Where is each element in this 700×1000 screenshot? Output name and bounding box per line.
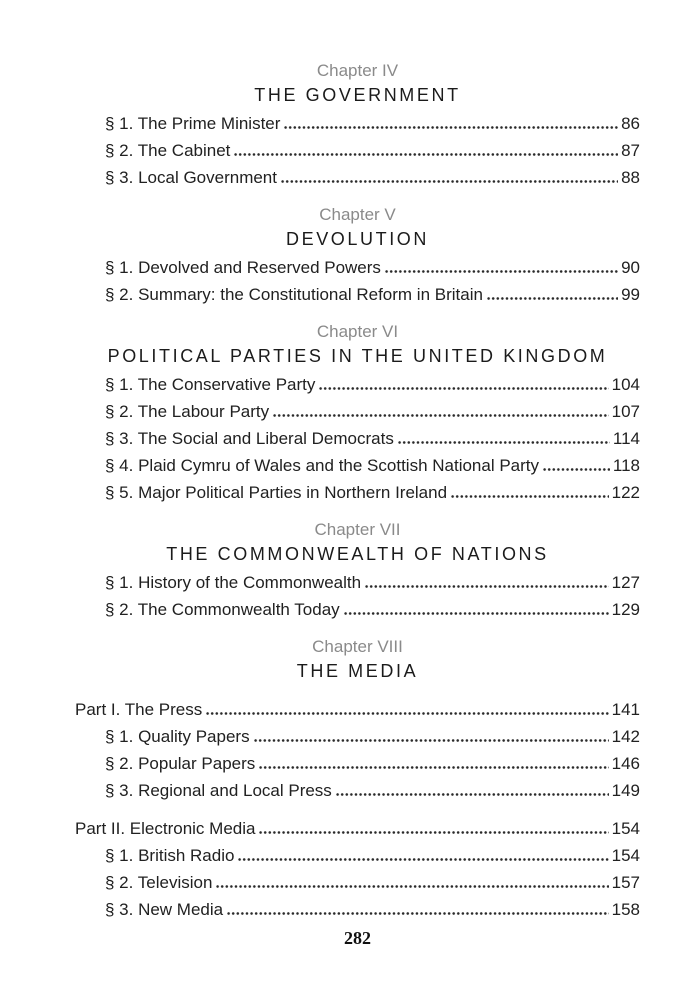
entry-label: Part II. Electronic Media xyxy=(75,819,256,838)
toc-entry xyxy=(75,110,640,137)
toc-entry xyxy=(75,281,640,308)
page-number: 118 xyxy=(612,456,640,475)
toc-entry xyxy=(75,723,640,750)
entry-label: § 1. Devolved and Reserved Powers xyxy=(105,258,381,277)
dot-leader xyxy=(259,766,608,769)
page-number: 122 xyxy=(611,483,640,502)
toc-entry xyxy=(75,596,640,623)
toc-entry xyxy=(75,137,640,164)
chapter-title: POLITICAL PARTIES IN THE UNITED KINGDOM xyxy=(107,346,608,366)
entry-label: § 2. Popular Papers xyxy=(105,754,256,773)
page-number: 107 xyxy=(611,402,640,421)
page-number: 142 xyxy=(611,727,640,746)
page-number: 129 xyxy=(611,600,640,619)
page-number: 86 xyxy=(621,114,640,133)
page-number: 154 xyxy=(611,819,640,838)
chapter-label: Chapter VII xyxy=(314,520,401,539)
toc-entry xyxy=(75,569,640,596)
entry-list xyxy=(75,110,640,191)
dot-leader xyxy=(259,831,608,834)
chapter-title: THE GOVERNMENT xyxy=(254,85,461,105)
page-number: 149 xyxy=(611,781,640,800)
entry-label: § 3. Local Government xyxy=(105,168,277,187)
page-number: 114 xyxy=(612,429,640,448)
entry-label: § 2. The Labour Party xyxy=(105,402,270,421)
entry-list xyxy=(75,696,640,923)
page-number: 90 xyxy=(621,258,640,277)
page-number: 141 xyxy=(611,700,640,719)
dot-leader xyxy=(281,180,618,183)
toc-entry xyxy=(75,777,640,804)
toc-entry xyxy=(75,896,640,923)
entry-label: § 3. The Social and Liberal Democrats xyxy=(105,429,394,448)
toc-entry xyxy=(75,479,640,506)
entry-label: § 1. British Radio xyxy=(105,846,235,865)
entry-label: § 2. The Cabinet xyxy=(105,141,231,160)
chapter-title: THE MEDIA xyxy=(296,661,419,681)
toc-entry xyxy=(75,750,640,777)
entry-label: § 1. History of the Commonwealth xyxy=(105,573,362,592)
page-number: 87 xyxy=(621,141,640,160)
dot-leader xyxy=(385,270,618,273)
toc-entry xyxy=(75,869,640,896)
chapter-title: DEVOLUTION xyxy=(285,229,430,249)
entry-list xyxy=(75,371,640,506)
entry-label: § 2. Television xyxy=(105,873,213,892)
dot-leader xyxy=(234,153,618,156)
dot-leader xyxy=(284,126,618,129)
dot-leader xyxy=(319,387,608,390)
dot-leader xyxy=(238,858,608,861)
dot-leader xyxy=(216,885,608,888)
entry-label: § 1. The Prime Minister xyxy=(105,114,281,133)
dot-leader xyxy=(398,441,610,444)
toc-section-chapter-7 xyxy=(75,519,640,623)
entry-label: § 4. Plaid Cymru of Wales and the Scottish National Party xyxy=(105,456,540,475)
entry-label: § 5. Major Political Parties in Northern Ireland xyxy=(105,483,448,502)
page-number: 88 xyxy=(621,168,640,187)
entry-label: § 2. The Commonwealth Today xyxy=(105,600,340,619)
toc-entry xyxy=(75,452,640,479)
page-number: 146 xyxy=(611,754,640,773)
toc-section-chapter-5 xyxy=(75,204,640,308)
chapter-label: Chapter VIII xyxy=(312,637,403,656)
page-number: 157 xyxy=(611,873,640,892)
entry-list xyxy=(75,569,640,623)
dot-leader xyxy=(543,468,610,471)
entry-label: § 3. Regional and Local Press xyxy=(105,781,332,800)
entry-label: Part I. The Press xyxy=(75,700,203,719)
folio-page-number: 282 xyxy=(344,928,371,948)
toc-entry-part xyxy=(75,815,640,842)
toc-entry xyxy=(75,164,640,191)
toc-entry xyxy=(75,254,640,281)
toc-section-chapter-6 xyxy=(75,321,640,506)
page-number: 127 xyxy=(611,573,640,592)
entry-label: § 1. Quality Papers xyxy=(105,727,250,746)
toc-section-chapter-4 xyxy=(75,60,640,191)
toc-entry-part xyxy=(75,696,640,723)
chapter-label: Chapter VI xyxy=(316,322,399,341)
toc-entry xyxy=(75,398,640,425)
page-number: 104 xyxy=(611,375,640,394)
entry-label: § 1. The Conservative Party xyxy=(105,375,316,394)
dot-leader xyxy=(451,495,609,498)
toc-entry xyxy=(75,425,640,452)
dot-leader xyxy=(206,712,608,715)
dot-leader xyxy=(365,585,609,588)
page-number: 154 xyxy=(611,846,640,865)
dot-leader xyxy=(336,793,609,796)
page-number: 158 xyxy=(611,900,640,919)
toc-entry xyxy=(75,842,640,869)
entry-label: § 3. New Media xyxy=(105,900,224,919)
toc-section-chapter-8 xyxy=(75,636,640,923)
dot-leader xyxy=(273,414,609,417)
entry-label: § 2. Summary: the Constitutional Reform in Britain xyxy=(105,285,483,304)
entry-list xyxy=(75,254,640,308)
chapter-title: THE COMMONWEALTH OF NATIONS xyxy=(166,544,549,564)
page-number: 99 xyxy=(621,285,640,304)
dot-leader xyxy=(344,612,609,615)
chapter-label: Chapter V xyxy=(319,205,396,224)
dot-leader xyxy=(254,739,609,742)
dot-leader xyxy=(487,297,618,300)
toc-entry xyxy=(75,371,640,398)
dot-leader xyxy=(227,912,609,915)
chapter-label: Chapter IV xyxy=(316,61,399,80)
